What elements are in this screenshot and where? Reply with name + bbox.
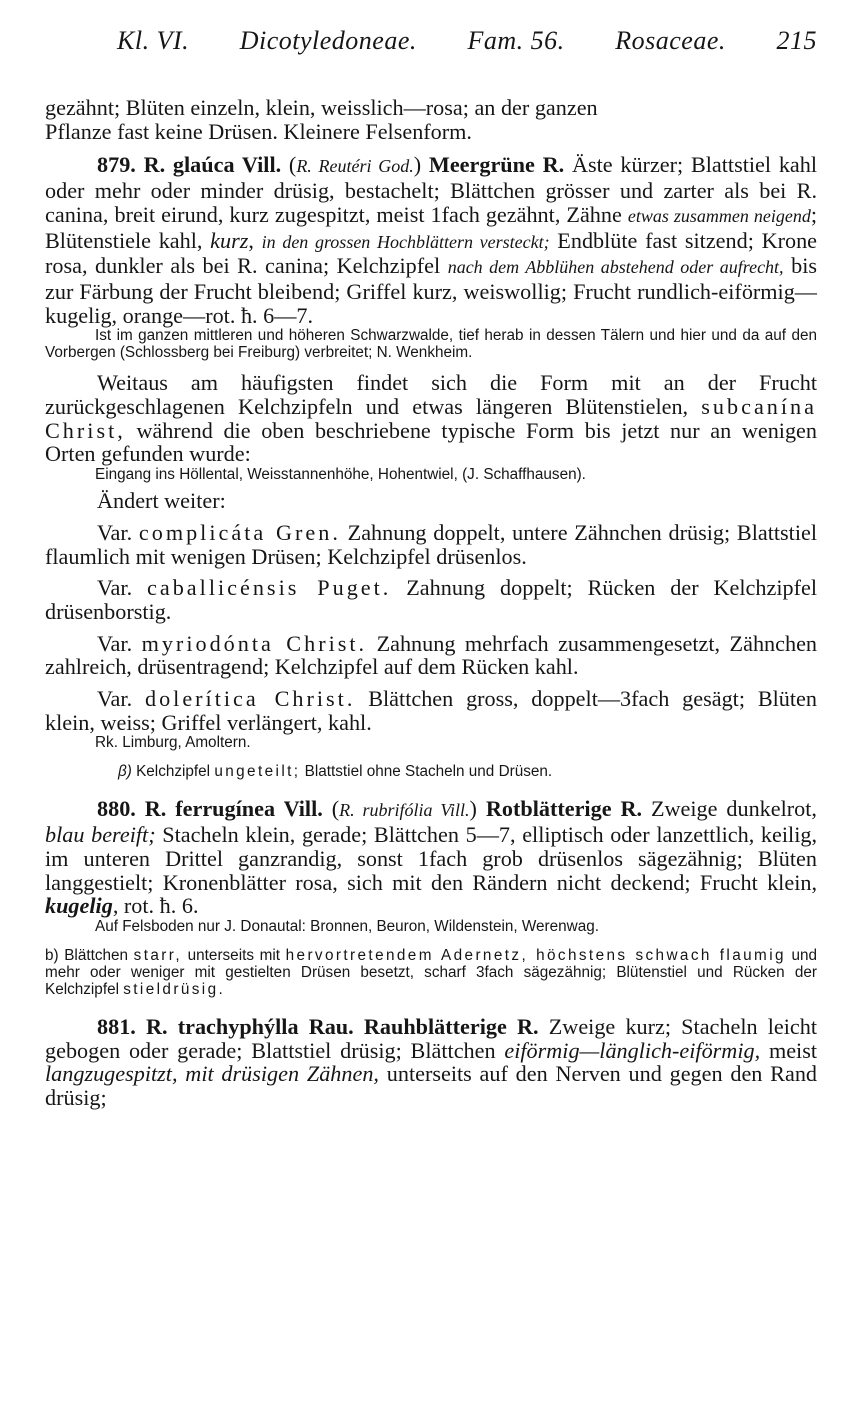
entry-879-text-1: Äste kürzer; Blattstiel kahl oder mehr oder minder drüsig, bestachelt; Blättchen grösser und zarter als bei R. canina, breit eirund, kurz zugespitzt, meist 1fach gezähnt, Zähne bbox=[45, 152, 818, 227]
andert-weiter: Ändert weiter: bbox=[97, 488, 226, 514]
beta-spaced: ungeteilt; bbox=[214, 763, 301, 781]
entry-880-shrub-symbol: ħ. bbox=[159, 893, 177, 919]
intro-paragraph bbox=[45, 96, 817, 143]
entry-880-paren-open: ( bbox=[331, 796, 340, 822]
entry-880 bbox=[45, 797, 817, 918]
entry-881-italic-1: eiförmig—länglich-eiförmig, bbox=[504, 1037, 761, 1063]
variety-locations: Rk. Limburg, Amoltern. bbox=[95, 734, 251, 752]
entry-879-common-name: Meergrüne R. bbox=[428, 152, 565, 178]
variety-list bbox=[45, 521, 817, 735]
entry-880-paren-close: ) bbox=[469, 796, 477, 822]
entry-881-italic-2: langzugespitzt, mit drüsigen Zähnen, bbox=[45, 1061, 379, 1087]
variety-name: complicáta Gren. bbox=[138, 519, 341, 545]
entry-880-text-3: , rot. bbox=[112, 893, 155, 919]
entry-879-text-5: bis zur Färbung der Frucht bleibend; Griffel kurz, weiswollig; Frucht rundlich-eiförmig—kugelig, orange—rot. bbox=[45, 253, 818, 328]
subgroup-b bbox=[45, 947, 817, 998]
entry-881 bbox=[45, 1015, 817, 1110]
entry-881-name: R. trachyphýlla Rau. bbox=[146, 1013, 354, 1039]
variety-description: Zahnung doppelt; Rücken der Kelchzipfel drüsenborstig. bbox=[45, 575, 817, 624]
header-subclass: Dicotyledoneae. bbox=[239, 26, 417, 55]
variety-entry bbox=[45, 632, 817, 679]
header-family: Fam. 56. bbox=[467, 26, 565, 55]
group-b-text-1: Blättchen bbox=[64, 946, 129, 964]
entry-879-name: R. glaúca Vill. bbox=[143, 152, 282, 178]
entry-879-italic-4: nach dem Abblühen abstehend oder aufrecht, bbox=[447, 257, 784, 278]
entry-880-synonym: R. rubrifólia Vill. bbox=[339, 800, 470, 821]
entry-881-common-name: Rauhblätterige R. bbox=[363, 1013, 539, 1039]
entry-880-italic-2: kugelig bbox=[45, 893, 113, 919]
entry-880-name: R. ferrugínea Vill. bbox=[144, 796, 323, 822]
entry-879-italic-3: in den grossen Hochblättern versteckt; bbox=[261, 231, 550, 252]
variety-prefix: Var. bbox=[97, 575, 133, 601]
variety-prefix: Var. bbox=[97, 686, 133, 712]
variety-description: Zahnung mehrfach zusammengesetzt, Zähnchen zahlreich, drüsentragend; Kelchzipfel auf dem Rücken kahl. bbox=[45, 630, 818, 680]
beta-text-2: Blattstiel ohne Stacheln und Drüsen. bbox=[304, 763, 553, 781]
p2-text-c: während die oben beschriebene typische Form bis jetzt nur an wenigen Orten gefunden wurde: bbox=[45, 417, 817, 467]
group-b-text-3: und mehr oder weniger mit gestielten Drüsen besetzt, scharf 3fach sägezähnig; Blütenstiel und Rücken der Kelchzipfel bbox=[45, 946, 818, 998]
intro-line-1: gezähnt; Blüten einzeln, klein, weisslich—rosa; an der ganzen bbox=[45, 95, 598, 120]
subgroup-beta bbox=[45, 763, 817, 780]
entry-879 bbox=[45, 153, 817, 327]
running-header bbox=[45, 26, 817, 70]
entry-879-paragraph-2 bbox=[45, 371, 817, 466]
entry-879-text-2: ; Blütenstiele kahl, bbox=[45, 201, 818, 253]
entry-880-italic-1: blau bereift; bbox=[45, 822, 156, 848]
variety-name: myriodónta Christ. bbox=[141, 630, 368, 656]
variety-prefix: Var. bbox=[97, 630, 133, 656]
entry-880-locations: Auf Felsboden nur J. Donautal: Bronnen, Beuron, Wildenstein, Werenwag. bbox=[95, 917, 599, 935]
beta-text-1: Kelchzipfel bbox=[136, 763, 211, 781]
group-b-spaced-2: hervortretendem Adernetz, höchstens schwach flaumig bbox=[285, 946, 786, 964]
variety-description: Blättchen gross, doppelt—3fach gesägt; Blüten klein, weiss; Griffel verlängert, kahl. bbox=[45, 686, 818, 735]
group-b-label: b) bbox=[45, 946, 59, 964]
variety-prefix: Var. bbox=[97, 519, 133, 545]
variety-name: caballicénsis Puget. bbox=[147, 575, 392, 601]
entry-879-paren-open: ( bbox=[288, 152, 297, 178]
beta-label: β) bbox=[118, 763, 132, 781]
entry-881-text-1: Zweige kurz; Stacheln leicht gebogen oder gerade; Blattstiel drüsig; Blättchen bbox=[45, 1013, 818, 1063]
entry-879-locations: Eingang ins Höllental, Weisstannenhöhe, Hohentwiel, (J. Schaffhausen). bbox=[95, 466, 586, 484]
group-b-spaced-3: stieldrüsig. bbox=[123, 980, 226, 998]
entry-879-distribution: Ist im ganzen mittleren und höheren Schwarzwalde, tief herab in dessen Tälern und hier und da auf den Vorbergen (Schlossberg bei Freiburg) verbreitet; N. Wenkheim. bbox=[45, 327, 817, 362]
entry-880-common-name: Rotblätterige R. bbox=[485, 796, 643, 822]
entry-880-number: 880. bbox=[97, 796, 136, 822]
entry-881-number: 881. bbox=[97, 1013, 136, 1039]
p2-text-a: Weitaus am häufigsten findet sich die Form mit an der Frucht zurückgeschlagenen Kelchzipfeln und etwas längeren Blütenstielen, bbox=[45, 370, 817, 420]
page-number: 215 bbox=[776, 26, 817, 55]
entry-880-text-2: Stacheln klein, gerade; Blättchen 5—7, elliptisch oder lanzettlich, keilig, im unteren Drittel ganzrandig, sonst 1fach grob drüsenlos sägezähnig; Blüten langgestielt; Kronenblätter rosa, sich mit den Rändern nicht deckend; Frucht klein, bbox=[45, 822, 818, 895]
variety-entry bbox=[45, 576, 817, 623]
entry-879-italic-1: etwas zusammen neigend bbox=[627, 205, 811, 226]
entry-879-italic-2: kurz bbox=[210, 227, 249, 253]
entry-879-synonym: R. Reutéri God. bbox=[296, 156, 414, 177]
header-family-name: Rosaceae. bbox=[615, 26, 726, 55]
shrub-symbol: ħ. bbox=[240, 302, 258, 328]
entry-881-text-2: meist bbox=[768, 1037, 818, 1063]
variety-entry bbox=[45, 521, 817, 568]
variety-description: Zahnung doppelt, untere Zähnchen drüsig; Blattstiel flaumlich mit wenigen Drüsen; Kelchzipfel drüsenlos. bbox=[45, 519, 818, 569]
entry-879-text-3: , bbox=[248, 227, 254, 253]
entry-879-paren-close: ) bbox=[413, 152, 422, 178]
group-b-spaced-1: starr, bbox=[133, 946, 183, 964]
header-class: Kl. VI. bbox=[117, 26, 190, 55]
variety-entry bbox=[45, 687, 817, 734]
p2-form-name: subcanína Christ, bbox=[45, 394, 817, 443]
entry-880-months: 6. bbox=[181, 893, 199, 919]
intro-line-2: Pflanze fast keine Drüsen. Kleinere Felsenform. bbox=[45, 118, 472, 144]
entry-879-months: 6—7. bbox=[263, 302, 314, 328]
page-content bbox=[45, 26, 817, 1110]
entry-880-text-1: Zweige dunkelrot, bbox=[650, 796, 817, 822]
variety-name: dolerítica Christ. bbox=[144, 686, 356, 712]
entry-881-text-3: unterseits auf den Nerven und gegen den Rand drüsig; bbox=[45, 1061, 818, 1111]
entry-879-number: 879. bbox=[97, 152, 136, 178]
entry-879-text-4: Endblüte fast sitzend; Krone rosa, dunkler als bei R. canina; Kelchzipfel bbox=[45, 227, 818, 279]
group-b-text-2: unterseits mit bbox=[187, 946, 280, 964]
